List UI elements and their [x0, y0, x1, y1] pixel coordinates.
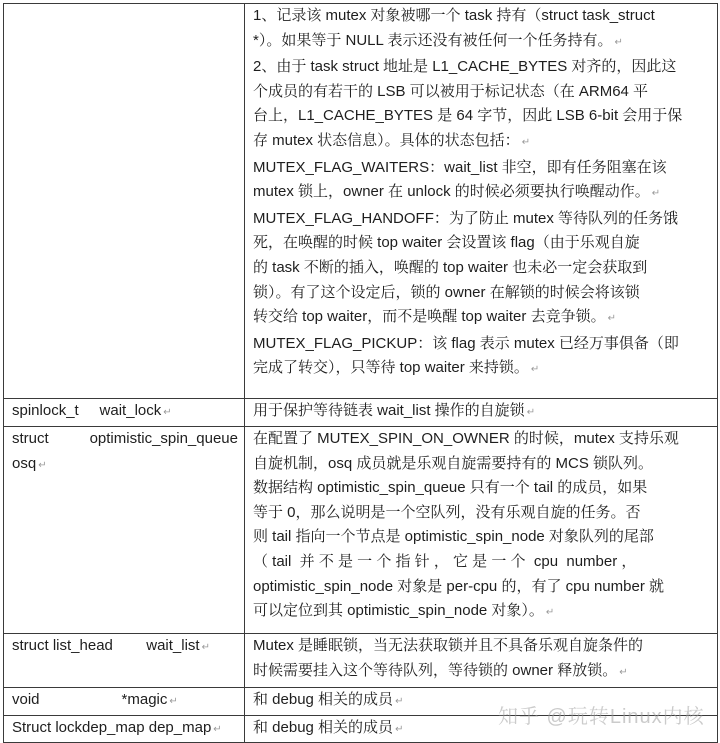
- struct-mutex-members-table: [3, 3, 718, 743]
- description-line: 时候需要挂入这个等待队列，等待锁的 owner 释放锁。 ↵: [253, 661, 628, 679]
- description-line: 存 mutex 状态信息）。具体的状态包括： ↵: [253, 131, 531, 149]
- paragraph-mark-icon: ↵: [651, 188, 661, 200]
- paragraph-mark-icon: ↵: [545, 607, 555, 619]
- description-line: 在配置了 MUTEX_SPIN_ON_OWNER 的时候，mutex 支持乐观: [253, 430, 679, 447]
- member-name-line2: osq: [12, 454, 37, 472]
- table-row-osq: [4, 427, 718, 634]
- description-line: 数据结构 optimistic_spin_queue 只有一个 tail 的成员，如果: [253, 479, 648, 497]
- description-line: 等于 0，那么说明是一个空队列，没有乐观自旋的任务。否: [253, 503, 641, 521]
- paragraph-mark-icon: ↵: [619, 666, 628, 678]
- description-line: 2、由于 task struct 地址是 L1_CACHE_BYTES 对齐的，因此这: [253, 58, 677, 76]
- description-line: MUTEX_FLAG_PICKUP：该 flag 表示 mutex 已经万事俱备（即: [253, 334, 679, 352]
- member-name: wait_lock: [99, 402, 162, 419]
- description-line: MUTEX_FLAG_HANDOFF：为了防止 mutex 等待队列的任务饿: [253, 209, 679, 227]
- description-line: （ tail 并 不 是 一 个 指 针 ， 它 是 一 个 cpu number ，: [253, 552, 637, 570]
- table-row-wait-list: [4, 634, 718, 688]
- description-line: 可以定位到其 optimistic_spin_node 对象）。 ↵: [253, 602, 555, 620]
- member-type: struct list_head: [12, 637, 113, 654]
- description-line: 个成员的有若干的 LSB 可以被用于标记状态（在 ARM64 平: [253, 82, 649, 100]
- paragraph-mark-icon: ↵: [38, 459, 47, 471]
- description-cell: [245, 634, 718, 688]
- paragraph-mark-icon: ↵: [521, 136, 531, 148]
- description-line: Mutex 是睡眠锁，当无法获取锁并且不具备乐观自旋条件的: [253, 637, 644, 654]
- description-line: 1、记录该 mutex 对象被哪一个 task 持有（struct task_struct: [253, 7, 655, 24]
- description-cell: [245, 688, 718, 716]
- paragraph-mark-icon: ↵: [607, 313, 616, 325]
- member-cell: [4, 688, 245, 716]
- paragraph-mark-icon: ↵: [395, 723, 404, 735]
- member-cell: [4, 634, 245, 688]
- member-type: Struct lockdep_map dep_map: [12, 718, 212, 736]
- zhihu-watermark: 知乎 @玩转Linux内核: [498, 706, 705, 728]
- description-line: 自旋机制，osq 成员就是乐观自旋需要持有的 MCS 锁队列。: [253, 454, 654, 472]
- member-name: optimistic_spin_queue: [89, 430, 238, 447]
- table-row-owner: [4, 4, 718, 399]
- description-cell: [245, 4, 718, 399]
- member-line: [12, 427, 238, 452]
- paragraph-mark-icon: ↵: [530, 364, 540, 376]
- description-line: 则 tail 指向一个节点是 optimistic_spin_node 对象队列的尾部: [253, 528, 654, 546]
- description-line: 完成了转交），只等待 top waiter 来持锁。 ↵: [253, 359, 540, 377]
- member-type: struct: [12, 430, 49, 447]
- paragraph-mark-icon: ↵: [163, 407, 172, 418]
- member-cell: [4, 4, 245, 399]
- member-type: void: [12, 691, 40, 708]
- description-line: 转交给 top waiter，而不是唤醒 top waiter 去竞争锁。 ↵: [253, 308, 616, 326]
- description-line: *）。如果等于 NULL 表示还没有被任何一个任务持有。 ↵: [253, 31, 623, 49]
- description-line: 的 task 不断的插入，唤醒的 top waiter 也未必一定会获取到: [253, 258, 648, 276]
- description-line: 用于保护等待链表 wait_list 操作的自旋锁: [253, 402, 525, 419]
- description-line: 和 debug 相关的成员: [253, 718, 394, 736]
- table-row-dep-map: [4, 715, 718, 743]
- member-cell: [4, 399, 245, 427]
- description-line: 台上，L1_CACHE_BYTES 是 64 字节，因此 LSB 6-bit 会用于保: [253, 107, 683, 125]
- table-row-wait-lock: [4, 399, 718, 427]
- description-line: MUTEX_FLAG_WAITERS：wait_list 非空，即有任务阻塞在该: [253, 158, 667, 176]
- member-name: *magic: [121, 691, 168, 708]
- member-cell: [4, 427, 245, 634]
- description-cell: [245, 715, 718, 743]
- paragraph-mark-icon: ↵: [614, 36, 623, 48]
- paragraph-mark-icon: ↵: [395, 696, 404, 707]
- paragraph-mark-icon: ↵: [169, 696, 178, 707]
- description-cell: [245, 427, 718, 634]
- description-line: mutex 锁上，owner 在 unlock 的时候必须要执行唤醒动作。 ↵: [253, 183, 661, 201]
- member-cell: [4, 715, 245, 743]
- member-line: [12, 452, 238, 479]
- member-type: spinlock_t: [12, 402, 79, 419]
- paragraph-mark-icon: ↵: [213, 723, 222, 735]
- table-row-magic: [4, 688, 718, 716]
- description-line: 死，在唤醒的时候 top waiter 会设置该 flag（由于乐观自旋: [253, 234, 640, 252]
- description-line: 锁）。有了这个设定后，锁的 owner 在解锁的时候会将该锁: [253, 283, 640, 301]
- description-cell: [245, 399, 718, 427]
- description-line: optimistic_spin_node 对象是 per-cpu 的，有了 cpu number 就: [253, 577, 664, 595]
- paragraph-mark-icon: ↵: [526, 407, 536, 418]
- description-line: 和 debug 相关的成员: [253, 691, 394, 708]
- paragraph-mark-icon: ↵: [201, 642, 210, 653]
- member-name: wait_list: [146, 637, 200, 654]
